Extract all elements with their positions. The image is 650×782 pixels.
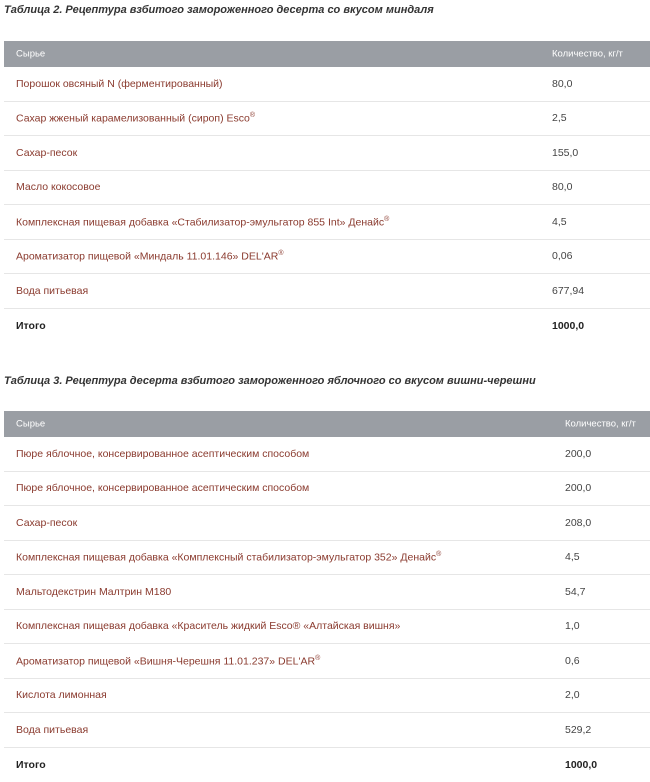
- table3-header-quantity: Количество, кг/т: [565, 419, 636, 430]
- row-value: 0,6: [565, 655, 580, 667]
- row-name: Масло кокосовое: [16, 181, 100, 193]
- table2-header-material: Сырье: [16, 49, 45, 60]
- row-name: Вода питьевая: [16, 724, 88, 736]
- row-value: 677,94: [552, 285, 584, 297]
- table-row: [4, 67, 650, 102]
- row-name: Сахар-песок: [16, 517, 77, 529]
- table-row: [4, 274, 650, 309]
- row-value: 0,06: [552, 250, 572, 262]
- row-value: 80,0: [552, 181, 572, 193]
- table-row: [4, 506, 650, 541]
- row-value: 80,0: [552, 78, 572, 90]
- table-row: [4, 102, 650, 137]
- row-value: 54,7: [565, 586, 585, 598]
- table3-total-row: [4, 748, 650, 782]
- table2: [4, 41, 650, 343]
- table3: [4, 411, 650, 782]
- row-value: 2,5: [552, 112, 567, 124]
- row-value: 1,0: [565, 620, 580, 632]
- row-name: Кислота лимонная: [16, 689, 107, 701]
- table-row: [4, 644, 650, 679]
- table2-total-row: [4, 309, 650, 344]
- table-row: [4, 541, 650, 576]
- table3-caption: Таблица 3. Рецептура десерта взбитого замороженного яблочного со вкусом вишни-черешни: [4, 375, 536, 387]
- row-name: Ароматизатор пищевой «Миндаль 11.01.146» DEL'AR®: [16, 250, 284, 263]
- registered-mark: ®: [250, 112, 255, 119]
- row-name: Комплексная пищевая добавка «Краситель жидкий Esco® «Алтайская вишня»: [16, 620, 400, 632]
- registered-mark: ®: [315, 655, 320, 662]
- table-row: [4, 171, 650, 206]
- row-value: 208,0: [565, 517, 591, 529]
- registered-mark: ®: [436, 551, 441, 558]
- total-value: 1000,0: [552, 320, 584, 332]
- row-name: Порошок овсяный N (ферментированный): [16, 78, 223, 90]
- table3-header-row: [4, 411, 650, 437]
- row-name: Ароматизатор пищевой «Вишня-Черешня 11.01.237» DEL'AR®: [16, 655, 320, 668]
- row-value: 4,5: [565, 551, 580, 563]
- row-value: 200,0: [565, 482, 591, 494]
- row-value: 2,0: [565, 689, 580, 701]
- table-row: [4, 472, 650, 507]
- row-value: 529,2: [565, 724, 591, 736]
- row-name: Пюре яблочное, консервированное асептическим способом: [16, 482, 309, 494]
- total-value: 1000,0: [565, 759, 597, 771]
- table-row: [4, 679, 650, 714]
- total-label: Итого: [16, 320, 46, 332]
- table-row: [4, 610, 650, 645]
- row-name: Пюре яблочное, консервированное асептическим способом: [16, 448, 309, 460]
- row-value: 4,5: [552, 216, 567, 228]
- table-row: [4, 437, 650, 472]
- row-name: Сахар-песок: [16, 147, 77, 159]
- row-value: 155,0: [552, 147, 578, 159]
- registered-mark: ®: [278, 250, 283, 257]
- table-row: [4, 136, 650, 171]
- total-label: Итого: [16, 759, 46, 771]
- row-name: Сахар жженый карамелизованный (сироп) Esco®: [16, 112, 255, 125]
- row-name: Мальтодекстрин Малтрин М180: [16, 586, 171, 598]
- row-name: Комплексная пищевая добавка «Стабилизатор-эмульгатор 855 Int» Денайс®: [16, 216, 389, 229]
- table-row: [4, 240, 650, 275]
- table2-caption: Таблица 2. Рецептура взбитого замороженного десерта со вкусом миндаля: [4, 4, 434, 16]
- table-row: [4, 205, 650, 240]
- registered-mark: ®: [384, 216, 389, 223]
- row-name: Вода питьевая: [16, 285, 88, 297]
- row-name: Комплексная пищевая добавка «Комплексный стабилизатор-эмульгатор 352» Денайс®: [16, 551, 441, 564]
- table2-header-row: [4, 41, 650, 67]
- table2-header-quantity: Количество, кг/т: [552, 49, 623, 60]
- table-row: [4, 575, 650, 610]
- row-value: 200,0: [565, 448, 591, 460]
- table3-header-material: Сырье: [16, 419, 45, 430]
- table-row: [4, 713, 650, 748]
